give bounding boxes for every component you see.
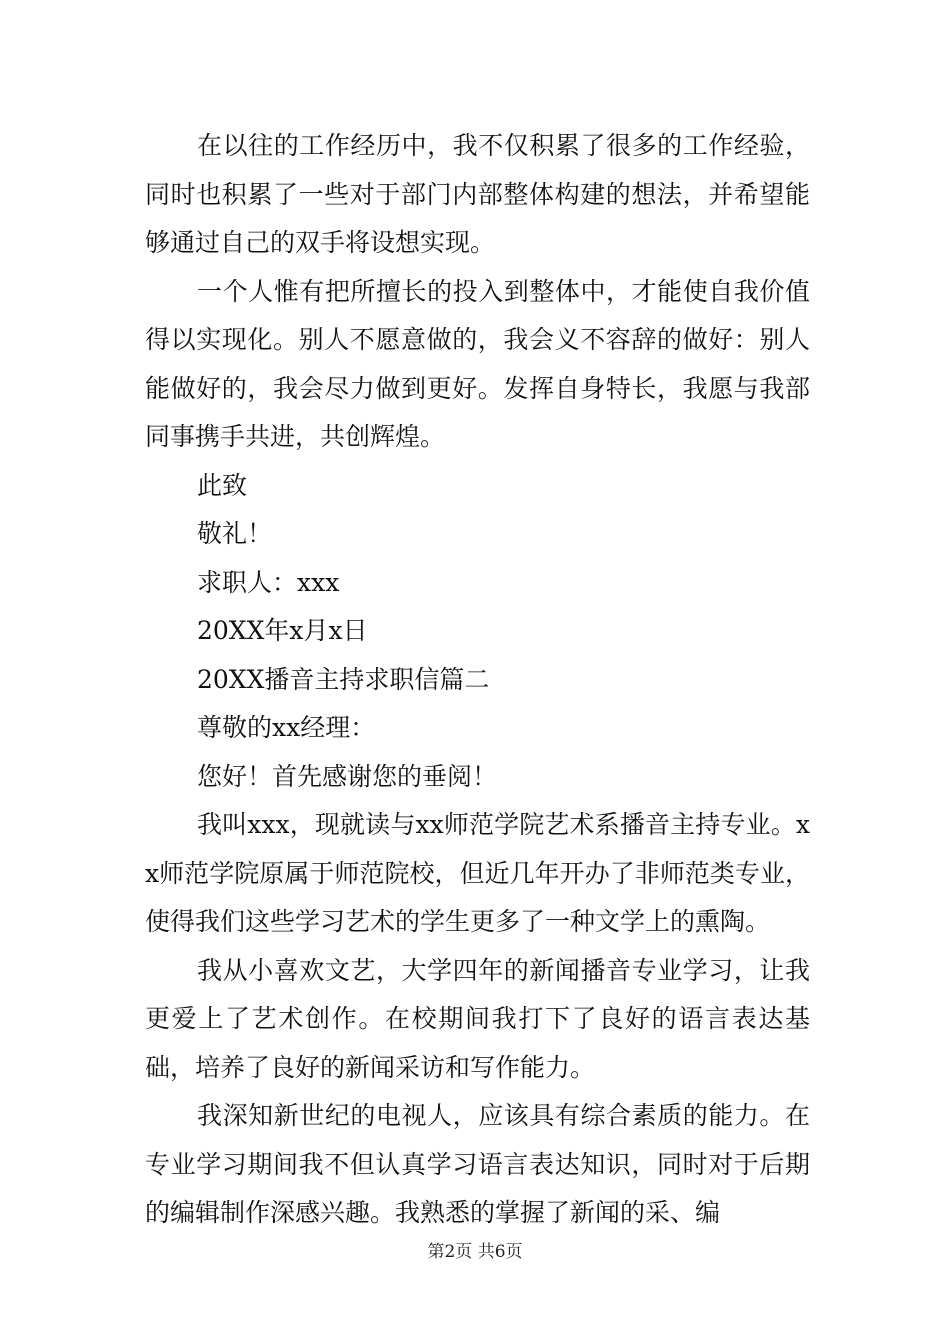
section-title: 20XX播音主持求职信篇二 xyxy=(197,664,490,694)
closing-date: 20XX年x月x日 xyxy=(197,616,368,645)
closing-salutation: 此致 xyxy=(197,470,248,500)
paragraph-introduction: 我叫xxx，现就读与xx师范学院艺术系播音主持专业。xx师范学院原属于师范院校，但近几年开办了非师范类专业，使得我们这些学习艺术的学生更多了一种文学上的熏陶。 xyxy=(145,810,810,936)
paragraph-skills: 我深知新世纪的电视人，应该具有综合素质的能力。在专业学习期间我不但认真学习语言表达知识，同时对于后期的编辑制作深感兴趣。我熟悉的掌握了新闻的采、编 xyxy=(145,1101,810,1227)
closing-regards: 敬礼！ xyxy=(197,519,273,548)
paragraph-teamwork: 一个人惟有把所擅长的投入到整体中，才能使自我价值得以实现化。别人不愿意做的，我会义不容辞的做好：别人能做好的，我会尽力做到更好。发挥自身特长，我愿与我部同事携手共进，共创辉煌。 xyxy=(145,276,810,451)
paragraph-experience: 在以往的工作经历中，我不仅积累了很多的工作经验，同时也积累了一些对于部门内部整体构建的想法，并希望能够通过自己的双手将设想实现。 xyxy=(145,131,810,257)
document-body xyxy=(145,122,810,1238)
paragraph-interests: 我从小喜欢文艺，大学四年的新闻播音专业学习，让我更爱上了艺术创作。在校期间我打下了良好的语言表达基础，培养了良好的新闻采访和写作能力。 xyxy=(145,955,810,1082)
letter-greeting: 尊敬的xx经理： xyxy=(197,713,376,742)
closing-applicant: 求职人：xxx xyxy=(197,567,340,597)
letter-opening: 您好！首先感谢您的垂阅！ xyxy=(197,761,498,791)
page-number: 第2页 共6页 xyxy=(427,1242,523,1262)
